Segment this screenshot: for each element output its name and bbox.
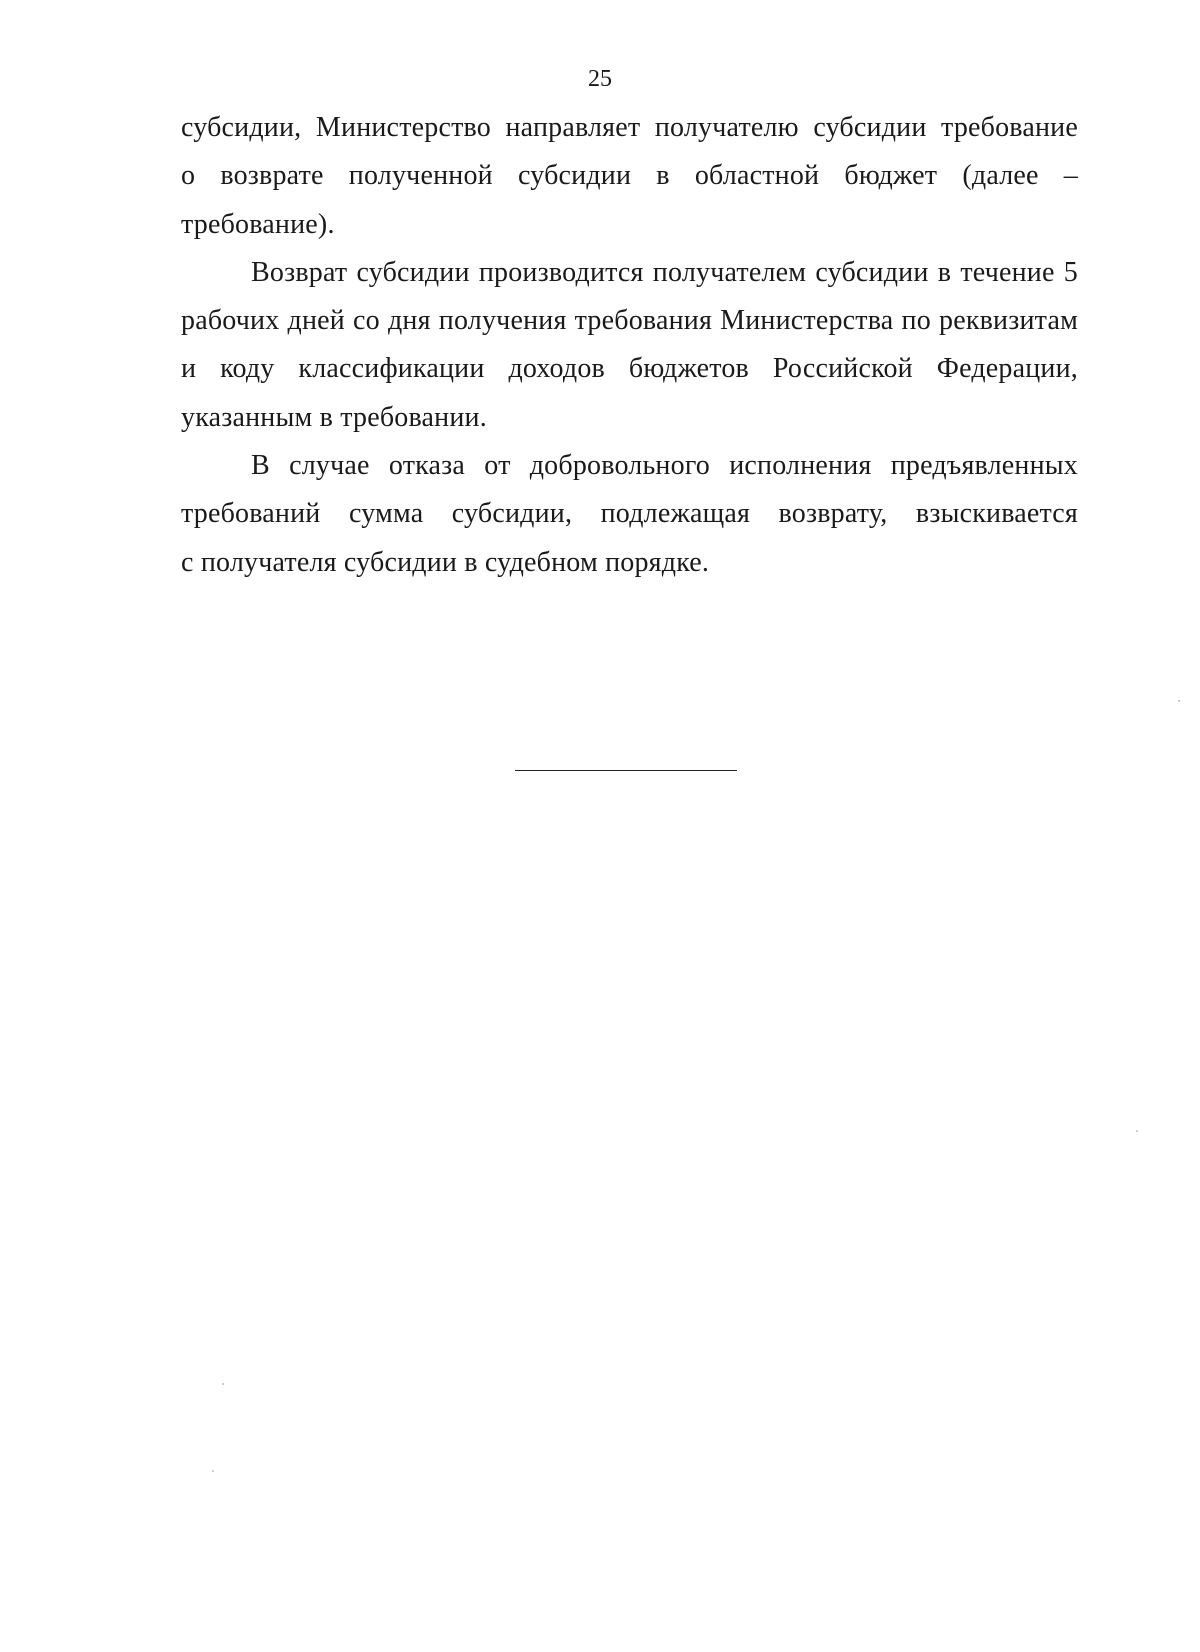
text-line: указанным в требовании. <box>181 401 487 433</box>
text-line: В случае отказа от добровольного исполнения предъявленных <box>251 450 1078 482</box>
document-body <box>181 104 1078 587</box>
text-line: о возврате полученной субсидии в областной бюджет (далее – <box>181 160 1078 192</box>
text-line: субсидии, Министерство направляет получателю субсидии требование <box>181 112 1078 143</box>
scan-speck <box>1178 700 1180 702</box>
text-line: требований сумма субсидии, подлежащая возврату, взыскивается <box>181 498 1078 530</box>
paragraph-return-terms <box>181 249 1078 442</box>
paragraph-court-recovery <box>181 442 1078 587</box>
page-number: 25 <box>588 66 612 92</box>
end-of-document-rule <box>515 770 737 771</box>
scan-speck <box>212 1470 214 1472</box>
scan-speck <box>1136 1130 1138 1132</box>
text-line: с получателя субсидии в судебном порядке. <box>181 546 710 578</box>
paragraph-return-demand <box>181 104 1078 249</box>
scan-speck <box>222 1383 224 1385</box>
text-line: Возврат субсидии производится получателем субсидии в течение 5 <box>251 256 1078 288</box>
text-line: и коду классификации доходов бюджетов Российской Федерации, <box>181 353 1078 385</box>
text-line: рабочих дней со дня получения требования Министерства по реквизитам <box>181 305 1078 337</box>
text-line: требование). <box>181 208 335 240</box>
